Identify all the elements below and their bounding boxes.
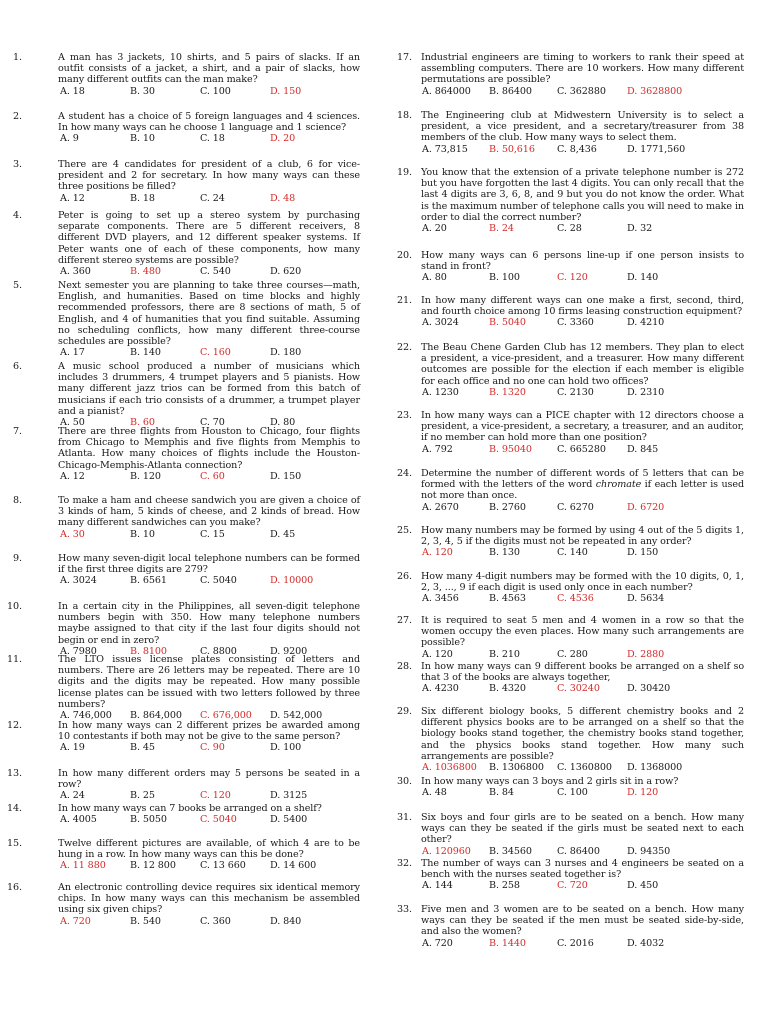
answer-choice-correct: D. 20	[270, 133, 296, 145]
question-item	[0, 111, 360, 145]
question-text: Next semester you are planning to take three courses—math, English, and humanities. Based on time blocks and highly recommended professors, there are 8 sections of math, 5 of English, and 4 of humanities that you find suitable. Assuming no scheduling conflicts, how many different three-course schedules are possible?	[58, 280, 360, 348]
answer-choice-correct: C. 120	[557, 272, 588, 284]
question-item	[0, 553, 360, 587]
answer-choice: D. 140	[627, 272, 659, 284]
question-number: 4.	[13, 210, 22, 221]
answer-choice: D. 620	[270, 266, 302, 278]
question-item	[0, 159, 360, 204]
answer-choice: B. 1306800	[489, 762, 544, 774]
question-item	[384, 661, 744, 695]
answer-choice: A. 9	[60, 133, 79, 145]
answer-choices	[58, 860, 360, 871]
answer-choice: A. 24	[60, 790, 85, 802]
answer-choice: B. 84	[489, 787, 514, 799]
question-item	[384, 468, 744, 513]
question-number: 13.	[7, 768, 22, 779]
answer-choices	[58, 266, 360, 277]
answer-choice-correct: D. 48	[270, 192, 296, 204]
answer-choice-correct: D. 6720	[627, 501, 665, 513]
answer-choice: D. 94350	[627, 845, 671, 857]
question-item	[384, 167, 744, 234]
answer-choice: D. 840	[270, 915, 302, 927]
answer-choices	[421, 444, 744, 455]
question-item	[384, 706, 744, 773]
answer-choice: C. 3360	[557, 317, 594, 329]
question-text: There are 4 candidates for president of a club, 6 for vice-president and 2 for secretary. In how many ways can these three positions be filled?	[58, 159, 360, 193]
question-number: 22.	[397, 342, 412, 353]
question-text: How many 4-digit numbers may be formed with the 10 digits, 0, 1, 2, 3, ..., 9 if each digit is used only once in each number?	[421, 571, 744, 594]
emphasized-word: chromate	[595, 479, 642, 491]
question-number: 11.	[7, 654, 22, 665]
answer-choice-correct: A. 30	[60, 528, 85, 540]
question-item	[384, 342, 744, 398]
answer-choice: B. 45	[130, 742, 155, 754]
answer-choice-correct: B. 480	[130, 266, 161, 278]
answer-choice: D. 450	[627, 880, 659, 892]
answer-choice: D. 9200	[270, 645, 308, 657]
answer-choice: A. 4230	[422, 683, 459, 695]
answer-choice-correct: A. 11 880	[60, 860, 106, 872]
answer-choice: C. 8800	[200, 645, 237, 657]
answer-choice-correct: C. 120	[200, 790, 231, 802]
answer-choice-correct: B. 60	[130, 417, 155, 429]
answer-choices	[421, 502, 744, 513]
question-item	[0, 210, 360, 277]
question-item	[0, 720, 360, 754]
answer-choice: C. 15	[200, 528, 225, 540]
question-number: 12.	[7, 720, 22, 731]
answer-choice-correct: D. 120	[627, 787, 659, 799]
question-item	[0, 426, 360, 482]
answer-choice: D. 4210	[627, 317, 665, 329]
question-text: In how many ways can 7 books be arranged on a shelf?	[58, 803, 322, 814]
answer-choices	[58, 471, 360, 482]
question-number: 3.	[13, 159, 22, 170]
question-number: 32.	[397, 858, 412, 869]
answer-choice-correct: C. 676,000	[200, 710, 252, 722]
answer-choice: C. 1360800	[557, 762, 612, 774]
question-text: A man has 3 jackets, 10 shirts, and 5 pairs of slacks. If an outfit consists of a jacket, a shirt, and a pair of slacks, how many different outfits can the man make?	[58, 52, 360, 86]
answer-choice-correct: C. 720	[557, 880, 588, 892]
answer-choices	[421, 846, 744, 857]
answer-choice: C. 24	[200, 192, 225, 204]
question-item	[0, 361, 360, 428]
answer-choice: C. 70	[200, 417, 225, 429]
answer-choice-correct: D. 10000	[270, 575, 314, 587]
answer-choice: D. 1771,560	[627, 143, 686, 155]
question-number: 2.	[13, 111, 22, 122]
question-text: Peter is going to set up a stereo system by purchasing separate components. There are 5 different receivers, 8 different DVD players, and 12 different speaker systems. If Peter wants one of each of these components, how many different stereo systems are possible?	[58, 210, 360, 266]
answer-choice: D. 32	[627, 223, 653, 235]
question-number: 30.	[397, 776, 412, 787]
answer-choice-correct: D. 150	[270, 85, 302, 97]
question-number: 31.	[397, 812, 412, 823]
answer-choices	[58, 86, 360, 97]
answer-choice: A. 792	[422, 443, 453, 455]
answer-choice: A. 3024	[422, 317, 459, 329]
question-text: An electronic controlling device requires six identical memory chips. In how many ways can this mechanism be assembled using six given chips?	[58, 882, 360, 916]
answer-choice: C. 665280	[557, 443, 606, 455]
question-item	[0, 280, 360, 358]
answer-choice: B. 34560	[489, 845, 532, 857]
answer-choice-correct: D. 3628800	[627, 85, 683, 97]
answer-choice: A. 144	[422, 880, 453, 892]
answer-choice: C. 2130	[557, 386, 594, 398]
answer-choices	[421, 938, 744, 949]
answer-choice-correct: C. 5040	[200, 814, 237, 826]
question-number: 24.	[397, 468, 412, 479]
question-item	[384, 295, 744, 329]
answer-choices	[421, 649, 744, 660]
answer-choices	[421, 762, 744, 773]
answer-choices	[421, 223, 744, 234]
question-item	[0, 495, 360, 540]
answer-choice: C. 5040	[200, 575, 237, 587]
question-text: A student has a choice of 5 foreign languages and 4 sciences. In how many ways can he choose 1 language and 1 science?	[58, 111, 360, 134]
answer-choice-correct: A. 720	[60, 915, 91, 927]
question-text: A music school produced a number of musicians which includes 3 drummers, 4 trumpet players and 5 pianists. How many different jazz trios can be formed from this batch of musicians if each trio consists of a drummer, a trumpet player and a pianist?	[58, 361, 360, 417]
answer-choice: C. 362880	[557, 85, 606, 97]
answer-choice-correct: B. 5040	[489, 317, 526, 329]
answer-choices	[421, 272, 744, 283]
question-number: 21.	[397, 295, 412, 306]
answer-choice: D. 4032	[627, 937, 665, 949]
answer-choices	[58, 347, 360, 358]
question-number: 5.	[13, 280, 22, 291]
question-item	[384, 812, 744, 857]
question-item	[384, 250, 744, 284]
question-number: 16.	[7, 882, 22, 893]
answer-choice: D. 5634	[627, 593, 665, 605]
answer-choice: B. 10	[130, 528, 155, 540]
answer-choice: B. 100	[489, 272, 520, 284]
question-text: How many seven-digit local telephone numbers can be formed if the first three digits are 279?	[58, 553, 360, 576]
answer-choice: A. 19	[60, 742, 85, 754]
question-number: 19.	[397, 167, 412, 178]
answer-choice: D. 80	[270, 417, 296, 429]
question-item	[0, 601, 360, 657]
answer-choice: A. 73,815	[422, 143, 468, 155]
question-text: It is required to seat 5 men and 4 women in a row so that the women occupy the even places. How many such arrangements are possible?	[421, 615, 744, 649]
question-number: 6.	[13, 361, 22, 372]
question-item	[384, 858, 744, 892]
question-text: The Engineering club at Midwestern University is to select a president, a vice president, and a secretary/treasurer from 38 members of the club. How many ways to select them.	[421, 110, 744, 144]
answer-choices	[421, 880, 744, 891]
question-item	[384, 571, 744, 605]
answer-choice: A. 120	[422, 648, 453, 660]
answer-choice: B. 864,000	[130, 710, 182, 722]
question-item	[384, 615, 744, 660]
question-number: 20.	[397, 250, 412, 261]
answer-choice: B. 130	[489, 547, 520, 559]
answer-choice: C. 28	[557, 223, 582, 235]
answer-choice: A. 80	[422, 272, 447, 284]
answer-choice: C. 360	[200, 915, 231, 927]
question-number: 29.	[397, 706, 412, 717]
answer-choices	[421, 317, 744, 328]
question-number: 33.	[397, 904, 412, 915]
question-item	[384, 410, 744, 455]
answer-choice: B. 10	[130, 133, 155, 145]
answer-choice-correct: B. 50,616	[489, 143, 535, 155]
answer-choice: B. 6561	[130, 575, 167, 587]
answer-choice: B. 120	[130, 470, 161, 482]
answer-choice: B. 2760	[489, 501, 526, 513]
question-item	[0, 768, 360, 802]
question-item	[384, 52, 744, 97]
answer-choice-correct: C. 4536	[557, 593, 594, 605]
answer-choice: A. 20	[422, 223, 447, 235]
question-number: 15.	[7, 838, 22, 849]
answer-choice: C. 2016	[557, 937, 594, 949]
answer-choice: C. 100	[557, 787, 588, 799]
answer-choice: B. 540	[130, 915, 161, 927]
question-text: There are three flights from Houston to Chicago, four flights from Chicago to Memphis and five flights from Memphis to Atlanta. How many choices of flights include the Houston-Chicago-Memphis-Atlanta connection?	[58, 426, 360, 471]
question-number: 7.	[13, 426, 22, 437]
answer-choice-correct: A. 120960	[422, 845, 471, 857]
answer-choice: A. 3024	[60, 575, 97, 587]
answer-choice: B. 140	[130, 347, 161, 359]
answer-choices	[421, 144, 744, 155]
question-number: 1.	[13, 52, 22, 63]
question-text: The number of ways can 3 nurses and 4 engineers be seated on a bench with the nurses seated together is?	[421, 858, 744, 881]
answer-choice: B. 258	[489, 880, 520, 892]
question-number: 10.	[7, 601, 22, 612]
question-number: 17.	[397, 52, 412, 63]
answer-choice: D. 45	[270, 528, 296, 540]
answer-choice: A. 720	[422, 937, 453, 949]
question-text: In how many ways can 3 boys and 2 girls sit in a row?	[421, 776, 679, 787]
answer-choice: A. 50	[60, 417, 85, 429]
answer-choice: C. 18	[200, 133, 225, 145]
answer-choice: D. 150	[270, 470, 302, 482]
answer-choice: C. 140	[557, 547, 588, 559]
answer-choice: B. 4320	[489, 683, 526, 695]
question-text: Twelve different pictures are available, of which 4 are to be hung in a row. In how many ways can this be done?	[58, 838, 360, 861]
answer-choice: C. 100	[200, 85, 231, 97]
answer-choice: A. 746,000	[60, 710, 112, 722]
answer-choice-correct: B. 1320	[489, 386, 526, 398]
answer-choice: C. 13 660	[200, 860, 246, 872]
question-text: The LTO issues license plates consisting of letters and numbers. There are 26 letters may be repeated. There are 10 digits and the digits may be repeated. How many possible license plates can be issued with two letters followed by three numbers?	[58, 654, 360, 710]
answer-choice: D. 100	[270, 742, 302, 754]
answer-choice-correct: D. 2880	[627, 648, 665, 660]
answer-choice: B. 12 800	[130, 860, 176, 872]
answer-choice: D. 542,000	[270, 710, 323, 722]
question-text: In how many different ways can one make a first, second, third, and fourth choice among 10 firms leasing construction equipment?	[421, 295, 744, 318]
question-item	[384, 110, 744, 155]
question-item	[384, 525, 744, 559]
answer-choice: A. 48	[422, 787, 447, 799]
answer-choice: A. 7980	[60, 645, 97, 657]
answer-choice: C. 86400	[557, 845, 600, 857]
question-item	[384, 904, 744, 949]
answer-choice: D. 2310	[627, 386, 665, 398]
answer-choices	[58, 742, 360, 753]
question-text: The Beau Chene Garden Club has 12 members. They plan to elect a president, a vice-president, and a treasurer. How many different outcomes are possible for the election if each member is eligible for each office and no one can hold two offices?	[421, 342, 744, 387]
question-item	[384, 776, 744, 798]
answer-choice: C. 280	[557, 648, 588, 660]
answer-choice: D. 845	[627, 443, 659, 455]
answer-choices	[421, 387, 744, 398]
answer-choice: B. 18	[130, 192, 155, 204]
answer-choices	[421, 787, 744, 798]
question-item	[0, 803, 360, 825]
question-text: Industrial engineers are timing to workers to rank their speed at assembling computers. There are 10 workers. How many different permutations are possible?	[421, 52, 744, 86]
question-text: In how many ways can 2 different prizes be awarded among 10 contestants if both may not be give to the same person?	[58, 720, 360, 743]
answer-choices	[58, 814, 360, 825]
answer-choice-correct: B. 8100	[130, 645, 167, 657]
answer-choice: B. 210	[489, 648, 520, 660]
answer-choice: B. 4563	[489, 593, 526, 605]
answer-choices	[421, 683, 744, 694]
question-text: How many numbers may be formed by using 4 out of the 5 digits 1, 2, 3, 4, 5 if the digits must not be repeated in any order?	[421, 525, 744, 548]
answer-choice-correct: C. 160	[200, 347, 231, 359]
question-number: 27.	[397, 615, 412, 626]
answer-choice-correct: B. 95040	[489, 443, 532, 455]
question-number: 18.	[397, 110, 412, 121]
question-text: Determine the number of different words of 5 letters that can be formed with the letters of the word chromate if each letter is used not more than once.	[421, 468, 744, 502]
question-item	[0, 838, 360, 872]
answer-choice: B. 86400	[489, 85, 532, 97]
answer-choice: B. 25	[130, 790, 155, 802]
question-number: 28.	[397, 661, 412, 672]
answer-choice: C. 540	[200, 266, 231, 278]
question-text: To make a ham and cheese sandwich you are given a choice of 3 kinds of ham, 5 kinds of cheese, and 2 kinds of bread. How many different sandwiches can you make?	[58, 495, 360, 529]
answer-choice: A. 360	[60, 266, 91, 278]
question-text: In how many ways can 9 different books be arranged on a shelf so that 3 of the books are always together,	[421, 661, 744, 684]
answer-choice-correct: A. 1036800	[422, 762, 477, 774]
answer-choice-correct: C. 60	[200, 470, 225, 482]
question-number: 14.	[7, 803, 22, 814]
answer-choice: A. 1230	[422, 386, 459, 398]
question-number: 9.	[13, 553, 22, 564]
question-text: How many ways can 6 persons line-up if one person insists to stand in front?	[421, 250, 744, 273]
answer-choice: A. 864000	[422, 85, 471, 97]
answer-choice: D. 180	[270, 347, 302, 359]
answer-choices	[58, 193, 360, 204]
answer-choice: B. 5050	[130, 814, 167, 826]
answer-choice-correct: B. 1440	[489, 937, 526, 949]
answer-choices	[421, 547, 744, 558]
answer-choices	[58, 916, 360, 927]
answer-choice: A. 12	[60, 192, 85, 204]
question-text: Six boys and four girls are to be seated on a bench. How many ways can they be seated if the girls must be seated next to each other?	[421, 812, 744, 846]
answer-choices	[58, 529, 360, 540]
answer-choice: C. 8,436	[557, 143, 597, 155]
answer-choices	[58, 575, 360, 586]
question-text: In how many different orders may 5 persons be seated in a row?	[58, 768, 360, 791]
answer-choice: A. 12	[60, 470, 85, 482]
answer-choice-correct: B. 24	[489, 223, 514, 235]
question-text: Five men and 3 women are to be seated on a bench. How many ways can they be seated if the men must be seated side-by-side, and also the women?	[421, 904, 744, 938]
question-text: Six different biology books, 5 different chemistry books and 2 different physics books are to be arranged on a shelf so that the biology books stand together, the chemistry books stand together, and the physics books stand together. How many such arrangements are possible?	[421, 706, 744, 762]
answer-choice: D. 1368000	[627, 762, 683, 774]
answer-choice-correct: C. 30240	[557, 683, 600, 695]
answer-choice-correct: A. 120	[422, 547, 453, 559]
answer-choice: A. 4005	[60, 814, 97, 826]
answer-choices	[58, 133, 360, 144]
answer-choice: D. 30420	[627, 683, 671, 695]
answer-choice: B. 30	[130, 85, 155, 97]
answer-choice: C. 6270	[557, 501, 594, 513]
answer-choice: A. 18	[60, 85, 85, 97]
answer-choice-correct: C. 90	[200, 742, 225, 754]
answer-choices	[421, 593, 744, 604]
question-text: In a certain city in the Philippines, all seven-digit telephone numbers begin with 350. How many telephone numbers maybe assigned to that city if the last four digits should not begin or end in zero?	[58, 601, 360, 646]
answer-choice: A. 2670	[422, 501, 459, 513]
answer-choices	[58, 790, 360, 801]
question-text: In how many ways can a PICE chapter with 12 directors choose a president, a vice-president, a secretary, a treasurer, and an auditor, if no member can hold more than one position?	[421, 410, 744, 444]
answer-choice: D. 5400	[270, 814, 308, 826]
question-number: 8.	[13, 495, 22, 506]
answer-choice: D. 14 600	[270, 860, 317, 872]
answer-choice: D. 3125	[270, 790, 308, 802]
question-item	[0, 52, 360, 97]
question-text: You know that the extension of a private telephone number is 272 but you have forgotten the last 4 digits. You can only recall that the last 4 digits are 3, 6, 8, and 9 but you do not know the order. What is the maximum number of telephone calls you will need to make in order to dial the correct number?	[421, 167, 744, 223]
answer-choice: A. 3456	[422, 593, 459, 605]
question-item	[0, 654, 360, 721]
question-number: 25.	[397, 525, 412, 536]
question-number: 26.	[397, 571, 412, 582]
answer-choice: D. 150	[627, 547, 659, 559]
question-item	[0, 882, 360, 927]
answer-choice: A. 17	[60, 347, 85, 359]
answer-choices	[421, 86, 744, 97]
question-number: 23.	[397, 410, 412, 421]
